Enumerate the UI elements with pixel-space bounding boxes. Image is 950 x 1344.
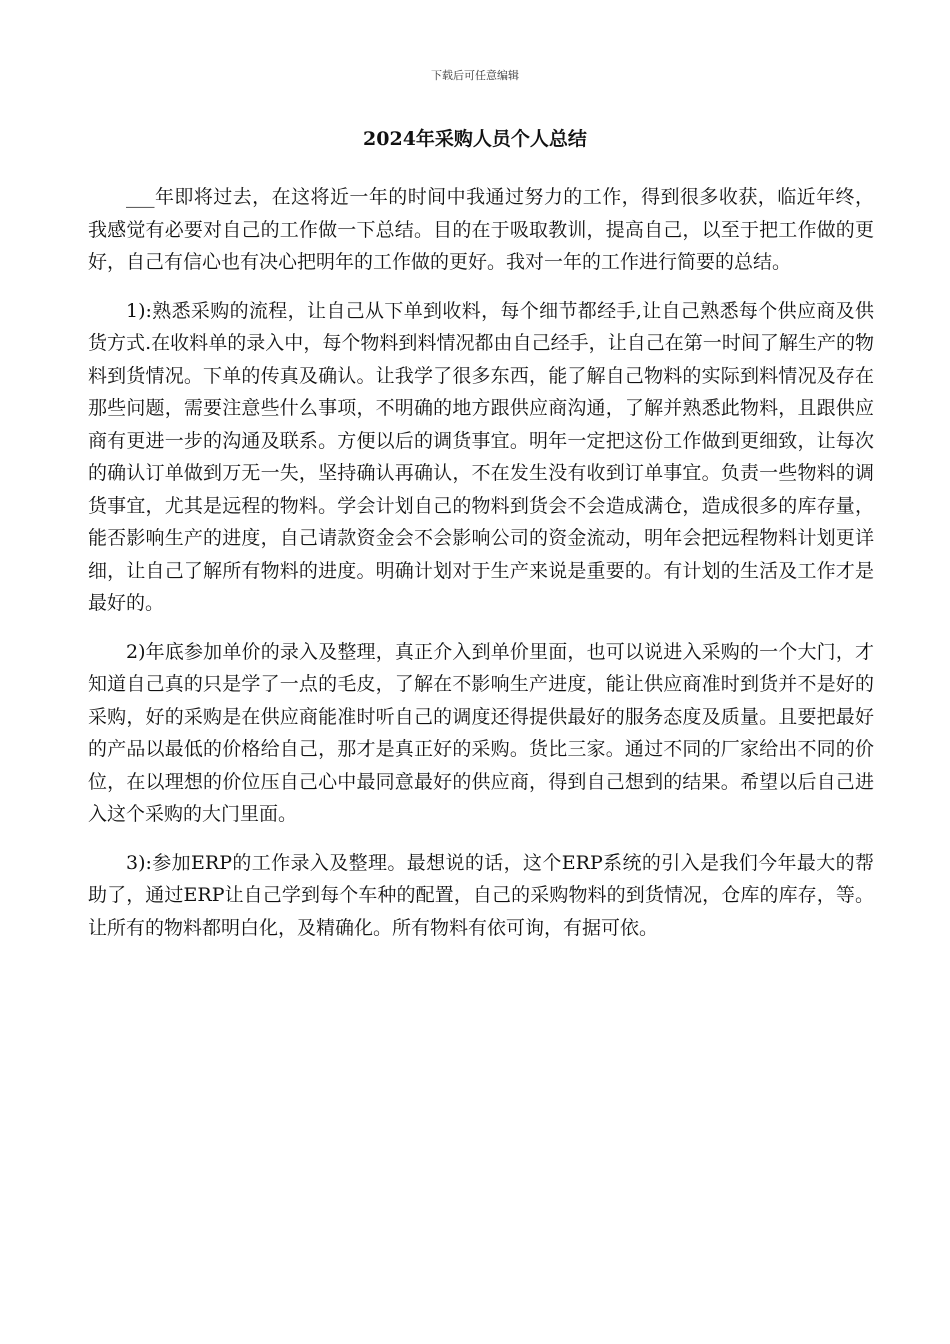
paragraph-intro: ___年即将过去，在这将近一年的时间中我通过努力的工作，得到很多收获，临近年终，我感觉有必要对自己的工作做一下总结。目的在于吸取教训，提高自己，以至于把工作做的更好，自己有信心也有决心把明年的工作做的更好。我对一年的工作进行简要的总结。	[88, 186, 874, 273]
download-note: 下载后可任意编辑	[431, 69, 519, 82]
paragraph-item-2: 2)年底参加单价的录入及整理，真正介入到单价里面，也可以说进入采购的一个大门，才知道自己真的只是学了一点的毛皮，了解在不影响生产进度，能让供应商准时到货并不是好的采购，好的采购是在供应商能准时听自己的调度还得提供最好的服务态度及质量。且要把最好的产品以最低的价格给自己，那才是真正好的采购。货比三家。通过不同的厂家给出不同的价位，在以理想的价位压自己心中最同意最好的供应商，得到自己想到的结果。希望以后自己进入这个采购的大门里面。	[88, 640, 874, 825]
document-title: 2024年采购人员个人总结	[363, 128, 587, 150]
paragraph-item-3: 3):参加ERP的工作录入及整理。最想说的话，这个ERP系统的引入是我们今年最大的帮助了，通过ERP让自己学到每个车种的配置，自己的采购物料的到货情况，仓库的库存，等。让所有的物料都明白化，及精确化。所有物料有依可询，有据可依。	[88, 851, 874, 939]
document-body	[88, 181, 874, 944]
paragraph-item-1: 1):熟悉采购的流程，让自己从下单到收料，每个细节都经手,让自己熟悉每个供应商及供货方式.在收料单的录入中，每个物料到料情况都由自己经手，让自己在第一时间了解生产的物料到货情况。下单的传真及确认。让我学了很多东西，能了解自己物料的实际到料情况及存在那些问题，需要注意些什么事项，不明确的地方跟供应商沟通，了解并熟悉此物料，且跟供应商有更进一步的沟通及联系。方便以后的调货事宜。明年一定把这份工作做到更细致，让每次的确认订单做到万无一失，坚持确认再确认，不在发生没有收到订单事宜。负责一些物料的调货事宜，尤其是远程的物料。学会计划自己的物料到货会不会造成满仓，造成很多的库存量，能否影响生产的进度，自己请款资金会不会影响公司的资金流动，明年会把远程物料计划更详细，让自己了解所有物料的进度。明确计划对于生产来说是重要的。有计划的生活及工作才是最好的。	[88, 299, 874, 614]
